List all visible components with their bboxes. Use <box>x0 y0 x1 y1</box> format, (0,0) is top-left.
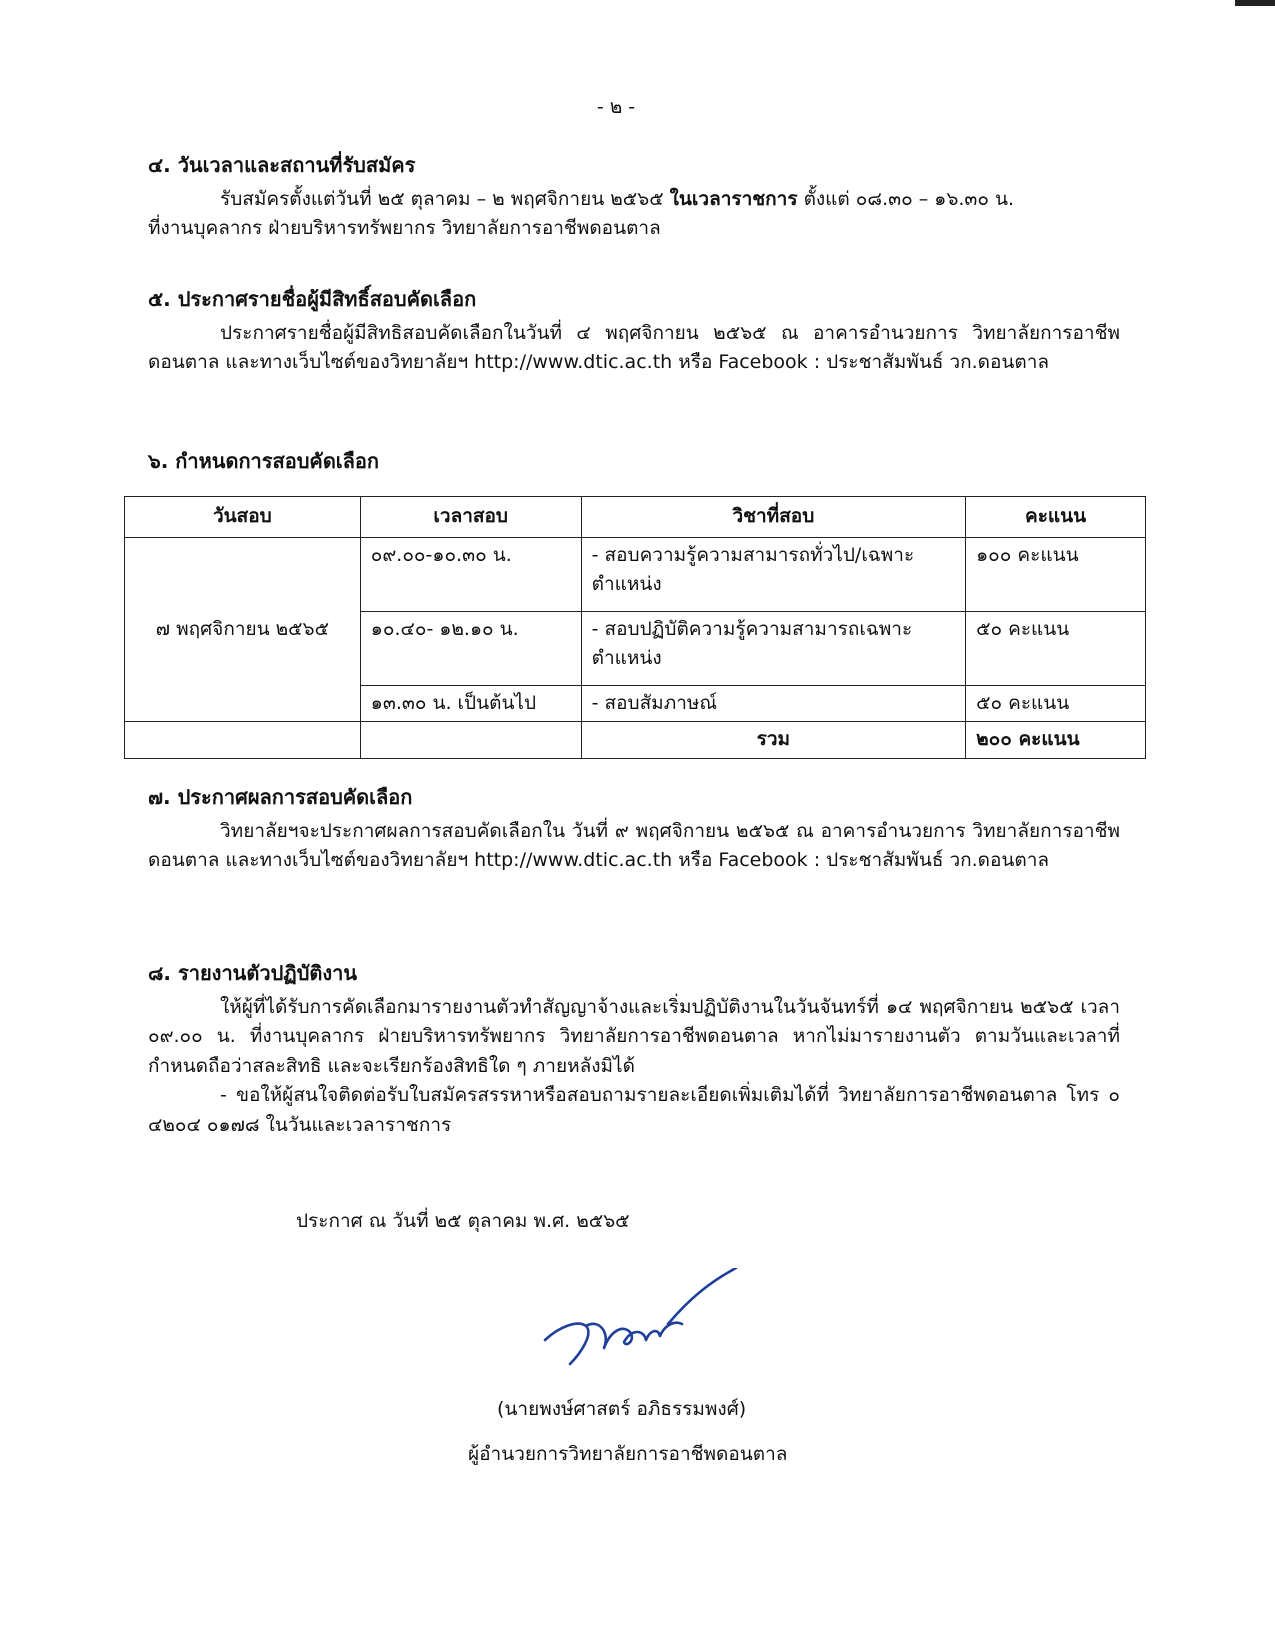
section-5-heading: ๕. ประกาศรายชื่อผู้มีสิทธิ์สอบคัดเลือก <box>148 287 477 311</box>
section-8-body-1: ให้ผู้ที่ได้รับการคัดเลือกมารายงานตัวทำสัญญาจ้างและเริ่มปฏิบัติงานในวันจันทร์ที่ ๑๔ พฤศจิกายน ๒๕๖๕ เวลา ๐๙.๐๐ น. ที่งานบุคลากร ฝ่ายบริหารทรัพยากร วิทยาลัยการอาชีพดอนตาล หากไม่มารายงานตัว ตามวันและเวลาที่กำหนดถือว่าสละสิทธิ และจะเรียกร้องสิทธิใด ๆ ภายหลังมิได้ <box>148 996 1120 1077</box>
row-2-time: ๑๐.๔๐- ๑๒.๑๐ น. <box>360 612 581 686</box>
header-exam-time: เวลาสอบ <box>360 497 581 538</box>
table-total-row <box>125 722 1146 758</box>
row-3-subject: - สอบสัมภาษณ์ <box>581 686 966 722</box>
scan-corner-mark <box>1235 0 1275 6</box>
row-3-score: ๕๐ คะแนน <box>966 686 1146 722</box>
total-label: รวม <box>581 722 966 758</box>
section-4-heading: ๔. วันเวลาและสถานที่รับสมัคร <box>148 153 416 177</box>
section-7-heading: ๗. ประกาศผลการสอบคัดเลือก <box>148 785 413 809</box>
total-empty-cell-1 <box>125 722 361 758</box>
section-4-line1-bold: ในเวลาราชการ <box>669 188 798 210</box>
header-exam-date: วันสอบ <box>125 497 361 538</box>
section-4 <box>148 150 1120 244</box>
section-4-line2: ที่งานบุคลากร ฝ่ายบริหารทรัพยากร วิทยาลัยการอาชีพดอนตาล <box>148 217 661 240</box>
section-8-body-2: - ขอให้ผู้สนใจติดต่อรับใบสมัครสรรหาหรือสอบถามรายละเอียดเพิ่มเติมได้ที่ วิทยาลัยการอาชีพดอนตาล โทร ๐ ๔๒๐๔ ๐๑๗๘ ในวันและเวลาราชการ <box>148 1084 1120 1136</box>
signature-image <box>540 1268 740 1378</box>
section-8 <box>148 958 1120 1140</box>
section-5 <box>148 284 1120 378</box>
row-1-score: ๑๐๐ คะแนน <box>966 538 1146 612</box>
header-score: คะแนน <box>966 497 1146 538</box>
table-row <box>125 538 1146 612</box>
page-number: - ๒ - <box>596 96 636 118</box>
section-7 <box>148 782 1120 876</box>
row-3-time: ๑๓.๓๐ น. เป็นต้นไป <box>360 686 581 722</box>
section-4-line1-post: ตั้งแต่ ๐๘.๓๐ – ๑๖.๓๐ น. <box>797 188 1015 210</box>
row-2-subject: - สอบปฏิบัติความรู้ความสามารถเฉพาะตำแหน่ง <box>581 612 966 686</box>
total-score: ๒๐๐ คะแนน <box>966 722 1146 758</box>
exam-schedule-table <box>124 496 1146 759</box>
section-4-body <box>148 185 1120 214</box>
total-empty-cell-2 <box>360 722 581 758</box>
section-6 <box>148 446 1120 477</box>
announcement-date: ประกาศ ณ วันที่ ๒๕ ตุลาคม พ.ศ. ๒๕๖๕ <box>296 1210 630 1232</box>
header-exam-subject: วิชาที่สอบ <box>581 497 966 538</box>
row-2-score: ๕๐ คะแนน <box>966 612 1146 686</box>
exam-date-cell: ๗ พฤศจิกายน ๒๕๖๕ <box>125 538 361 722</box>
row-1-subject: - สอบความรู้ความสามารถทั่วไป/เฉพาะตำแหน่ง <box>581 538 966 612</box>
signer-name: (นายพงษ์ศาสตร์ อภิธรรมพงศ์) <box>497 1398 747 1420</box>
section-8-heading: ๘. รายงานตัวปฏิบัติงาน <box>148 961 358 985</box>
section-5-body: ประกาศรายชื่อผู้มีสิทธิสอบคัดเลือกในวันที่ ๔ พฤศจิกายน ๒๕๖๕ ณ อาคารอำนวยการ วิทยาลัยการอาชีพดอนตาล และทางเว็บไซต์ของวิทยาลัยฯ http://www.dtic.ac.th หรือ Facebook : ประชาสัมพันธ์ วก.ดอนตาล <box>148 322 1120 374</box>
table-header-row <box>125 497 1146 538</box>
section-6-heading: ๖. กำหนดการสอบคัดเลือก <box>148 449 380 473</box>
section-4-line1-pre: รับสมัครตั้งแต่วันที่ ๒๕ ตุลาคม – ๒ พฤศจิกายน ๒๕๖๕ <box>220 188 670 210</box>
signer-title: ผู้อำนวยการวิทยาลัยการอาชีพดอนตาล <box>468 1443 788 1465</box>
row-1-time: ๐๙.๐๐-๑๐.๓๐ น. <box>360 538 581 612</box>
section-7-body: วิทยาลัยฯจะประกาศผลการสอบคัดเลือกใน วันที่ ๙ พฤศจิกายน ๒๕๖๕ ณ อาคารอำนวยการ วิทยาลัยการอาชีพดอนตาล และทางเว็บไซต์ของวิทยาลัยฯ http://www.dtic.ac.th หรือ Facebook : ประชาสัมพันธ์ วก.ดอนตาล <box>148 820 1120 872</box>
